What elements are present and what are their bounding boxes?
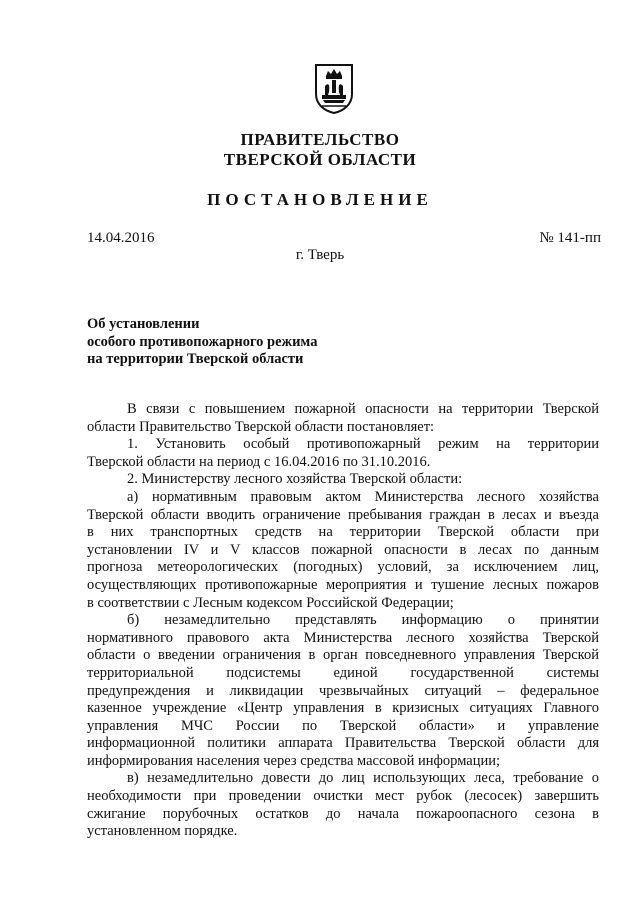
body-line: информационной политики аппарата Правительства Тверской области для <box>87 735 599 752</box>
body-line: территориальной подсистемы единой государственной системы <box>87 664 599 681</box>
body-line: осуществляющих противопожарные мероприятия и тушение лесных пожаров <box>87 576 599 593</box>
document-city: г. Тверь <box>295 247 345 263</box>
body-line: Тверской области вводить ограничение пребывания граждан в лесах и въезда <box>87 506 599 523</box>
body-line: информирования населения через средства массовой информации; <box>87 752 501 769</box>
body-line: в) незамедлительно довести до лиц использующих леса, требование о <box>127 770 599 787</box>
body-line: нормативного правового акта Министерства лесного хозяйства Тверской <box>87 629 599 646</box>
body-line: в соответствии с Лесным кодексом Российской Федерации; <box>87 594 454 611</box>
subject-line: на территории Тверской области <box>87 351 304 367</box>
document-body <box>87 401 599 841</box>
subject-line: Об установлении <box>87 316 200 332</box>
body-line: области о введении ограничения в орган повседневного управления Тверской <box>87 647 599 664</box>
body-line: 1. Установить особый противопожарный режим на территории <box>127 436 599 453</box>
body-line: области Правительство Тверской области постановляет: <box>87 418 435 435</box>
body-line: Тверской области на период с 16.04.2016 по 31.10.2016. <box>87 453 431 470</box>
body-line: необходимости при проведении очистки мест рубок (лесосек) завершить <box>87 788 599 805</box>
body-line: прогноза метеорологических (погодных) условий, за исключением лиц, <box>87 559 599 576</box>
subject-line: особого противопожарного режима <box>87 333 318 350</box>
body-line: предупреждения и ликвидации чрезвычайных ситуаций – федеральное <box>87 682 599 699</box>
body-line: б) незамедлительно представлять информацию о принятии <box>127 612 599 629</box>
document-number: № 141-пп <box>539 230 601 246</box>
government-title-line1: ПРАВИТЕЛЬСТВО <box>240 130 400 149</box>
document-type-heading: ПОСТАНОВЛЕНИЕ <box>207 190 433 209</box>
body-line: в них транспортных средств на территории Тверской области при <box>87 524 599 541</box>
body-line: 2. Министерству лесного хозяйства Тверской области: <box>127 471 463 488</box>
government-title-line2: ТВЕРСКОЙ ОБЛАСТИ <box>223 150 417 169</box>
document-subject <box>87 316 317 369</box>
body-line: а) нормативным правовым актом Министерства лесного хозяйства <box>127 488 599 505</box>
body-line: казенное учреждение «Центр управления в кризисных ситуациях Главного <box>87 700 599 717</box>
body-line: установленном порядке. <box>87 823 238 840</box>
body-line: В связи с повышением пожарной опасности на территории Тверской <box>127 401 599 417</box>
tver-coat-of-arms-icon <box>313 62 355 114</box>
document-date: 14.04.2016 <box>87 230 155 246</box>
body-line: установлении IV и V классов пожарной опасности в лесах по данным <box>87 541 599 558</box>
body-line: управления МЧС России по Тверской области» и управление <box>87 717 599 734</box>
body-line: сжигание порубочных остатков до начала пожароопасного сезона в <box>87 805 599 822</box>
